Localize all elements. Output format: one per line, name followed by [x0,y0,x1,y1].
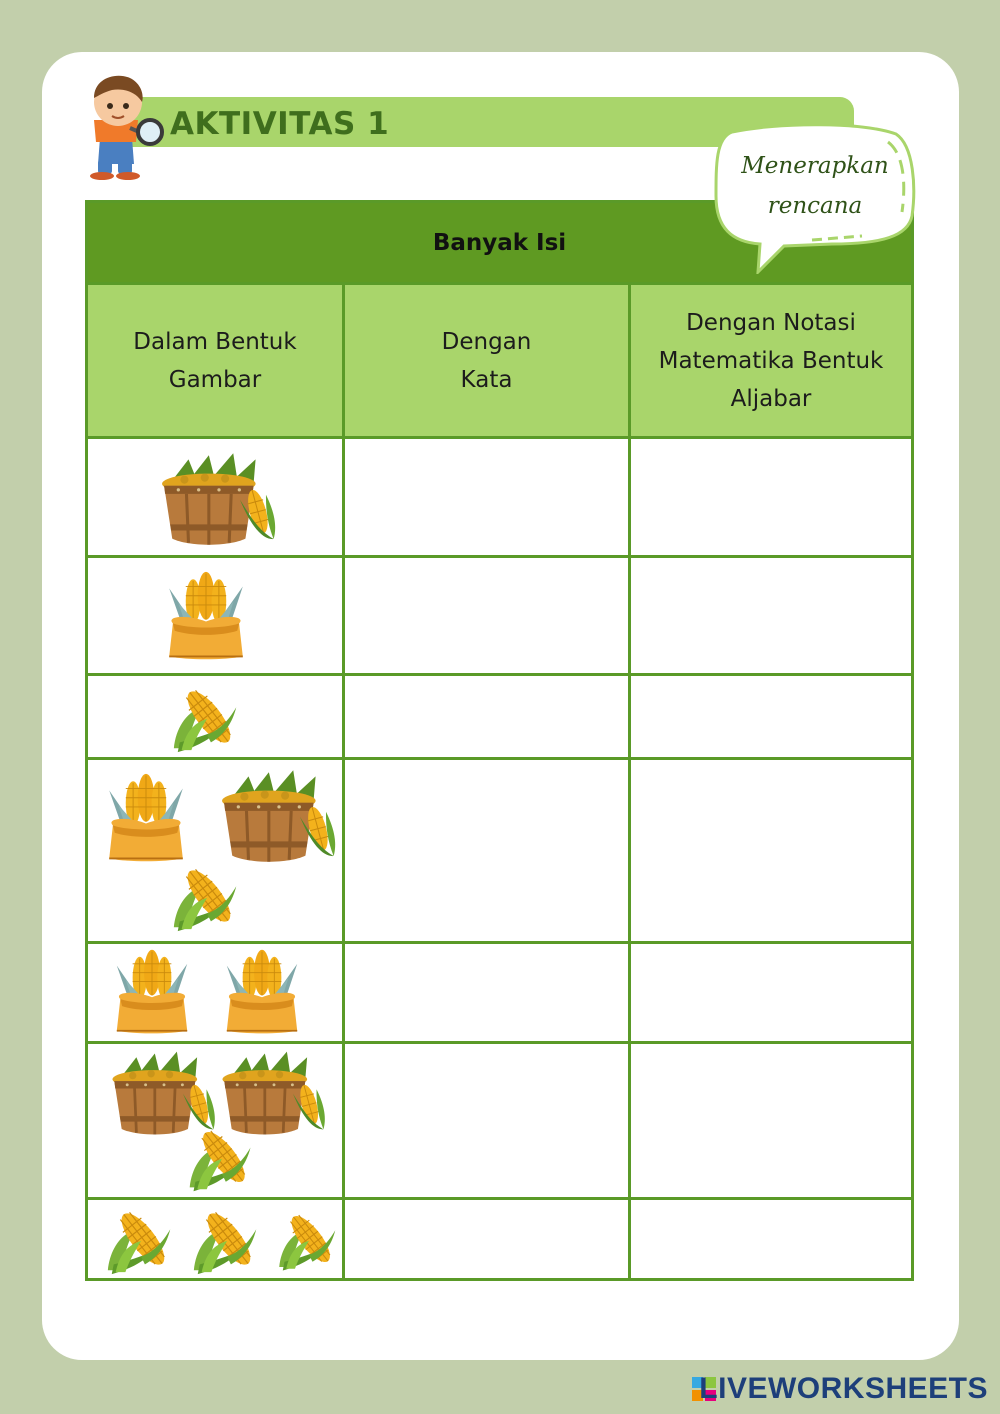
corn-cob-icon [274,1200,344,1278]
table-row [88,1044,342,1197]
table-title: Banyak Isi [88,203,911,285]
column-divider [628,285,631,1278]
column-header-picture: Dalam Bentuk Gambar [88,285,342,439]
worksheet-table [85,200,914,1281]
corn-sack-icon [108,944,196,1040]
brand-name[interactable]: LIVEWORKSHEETS [699,1372,988,1405]
corn-cob-icon [168,856,246,936]
table-row [88,1200,342,1278]
boy-magnifier-icon [72,68,164,180]
corn-sack-icon [160,566,252,666]
corn-cob-icon [188,1200,266,1278]
callout-text: Menerapkan rencana [741,153,889,219]
activity-title: AKTIVITAS 1 [170,106,390,142]
corn-basket-icon [158,449,280,551]
corn-cob-icon [168,678,246,756]
corn-cob-icon [184,1118,260,1196]
table-row [88,676,342,757]
table-row [88,944,342,1041]
table-row [88,760,342,941]
table-row [88,558,342,673]
corn-cob-icon [102,1200,180,1278]
column-header-notation: Dengan Notasi Matematika Bentuk Aljabar [631,285,911,439]
column-header-words: Dengan Kata [345,285,628,439]
corn-sack-icon [100,768,192,868]
corn-sack-icon [218,944,306,1040]
corn-basket-icon [218,766,340,868]
table-row [88,439,342,555]
column-divider [342,285,345,1278]
